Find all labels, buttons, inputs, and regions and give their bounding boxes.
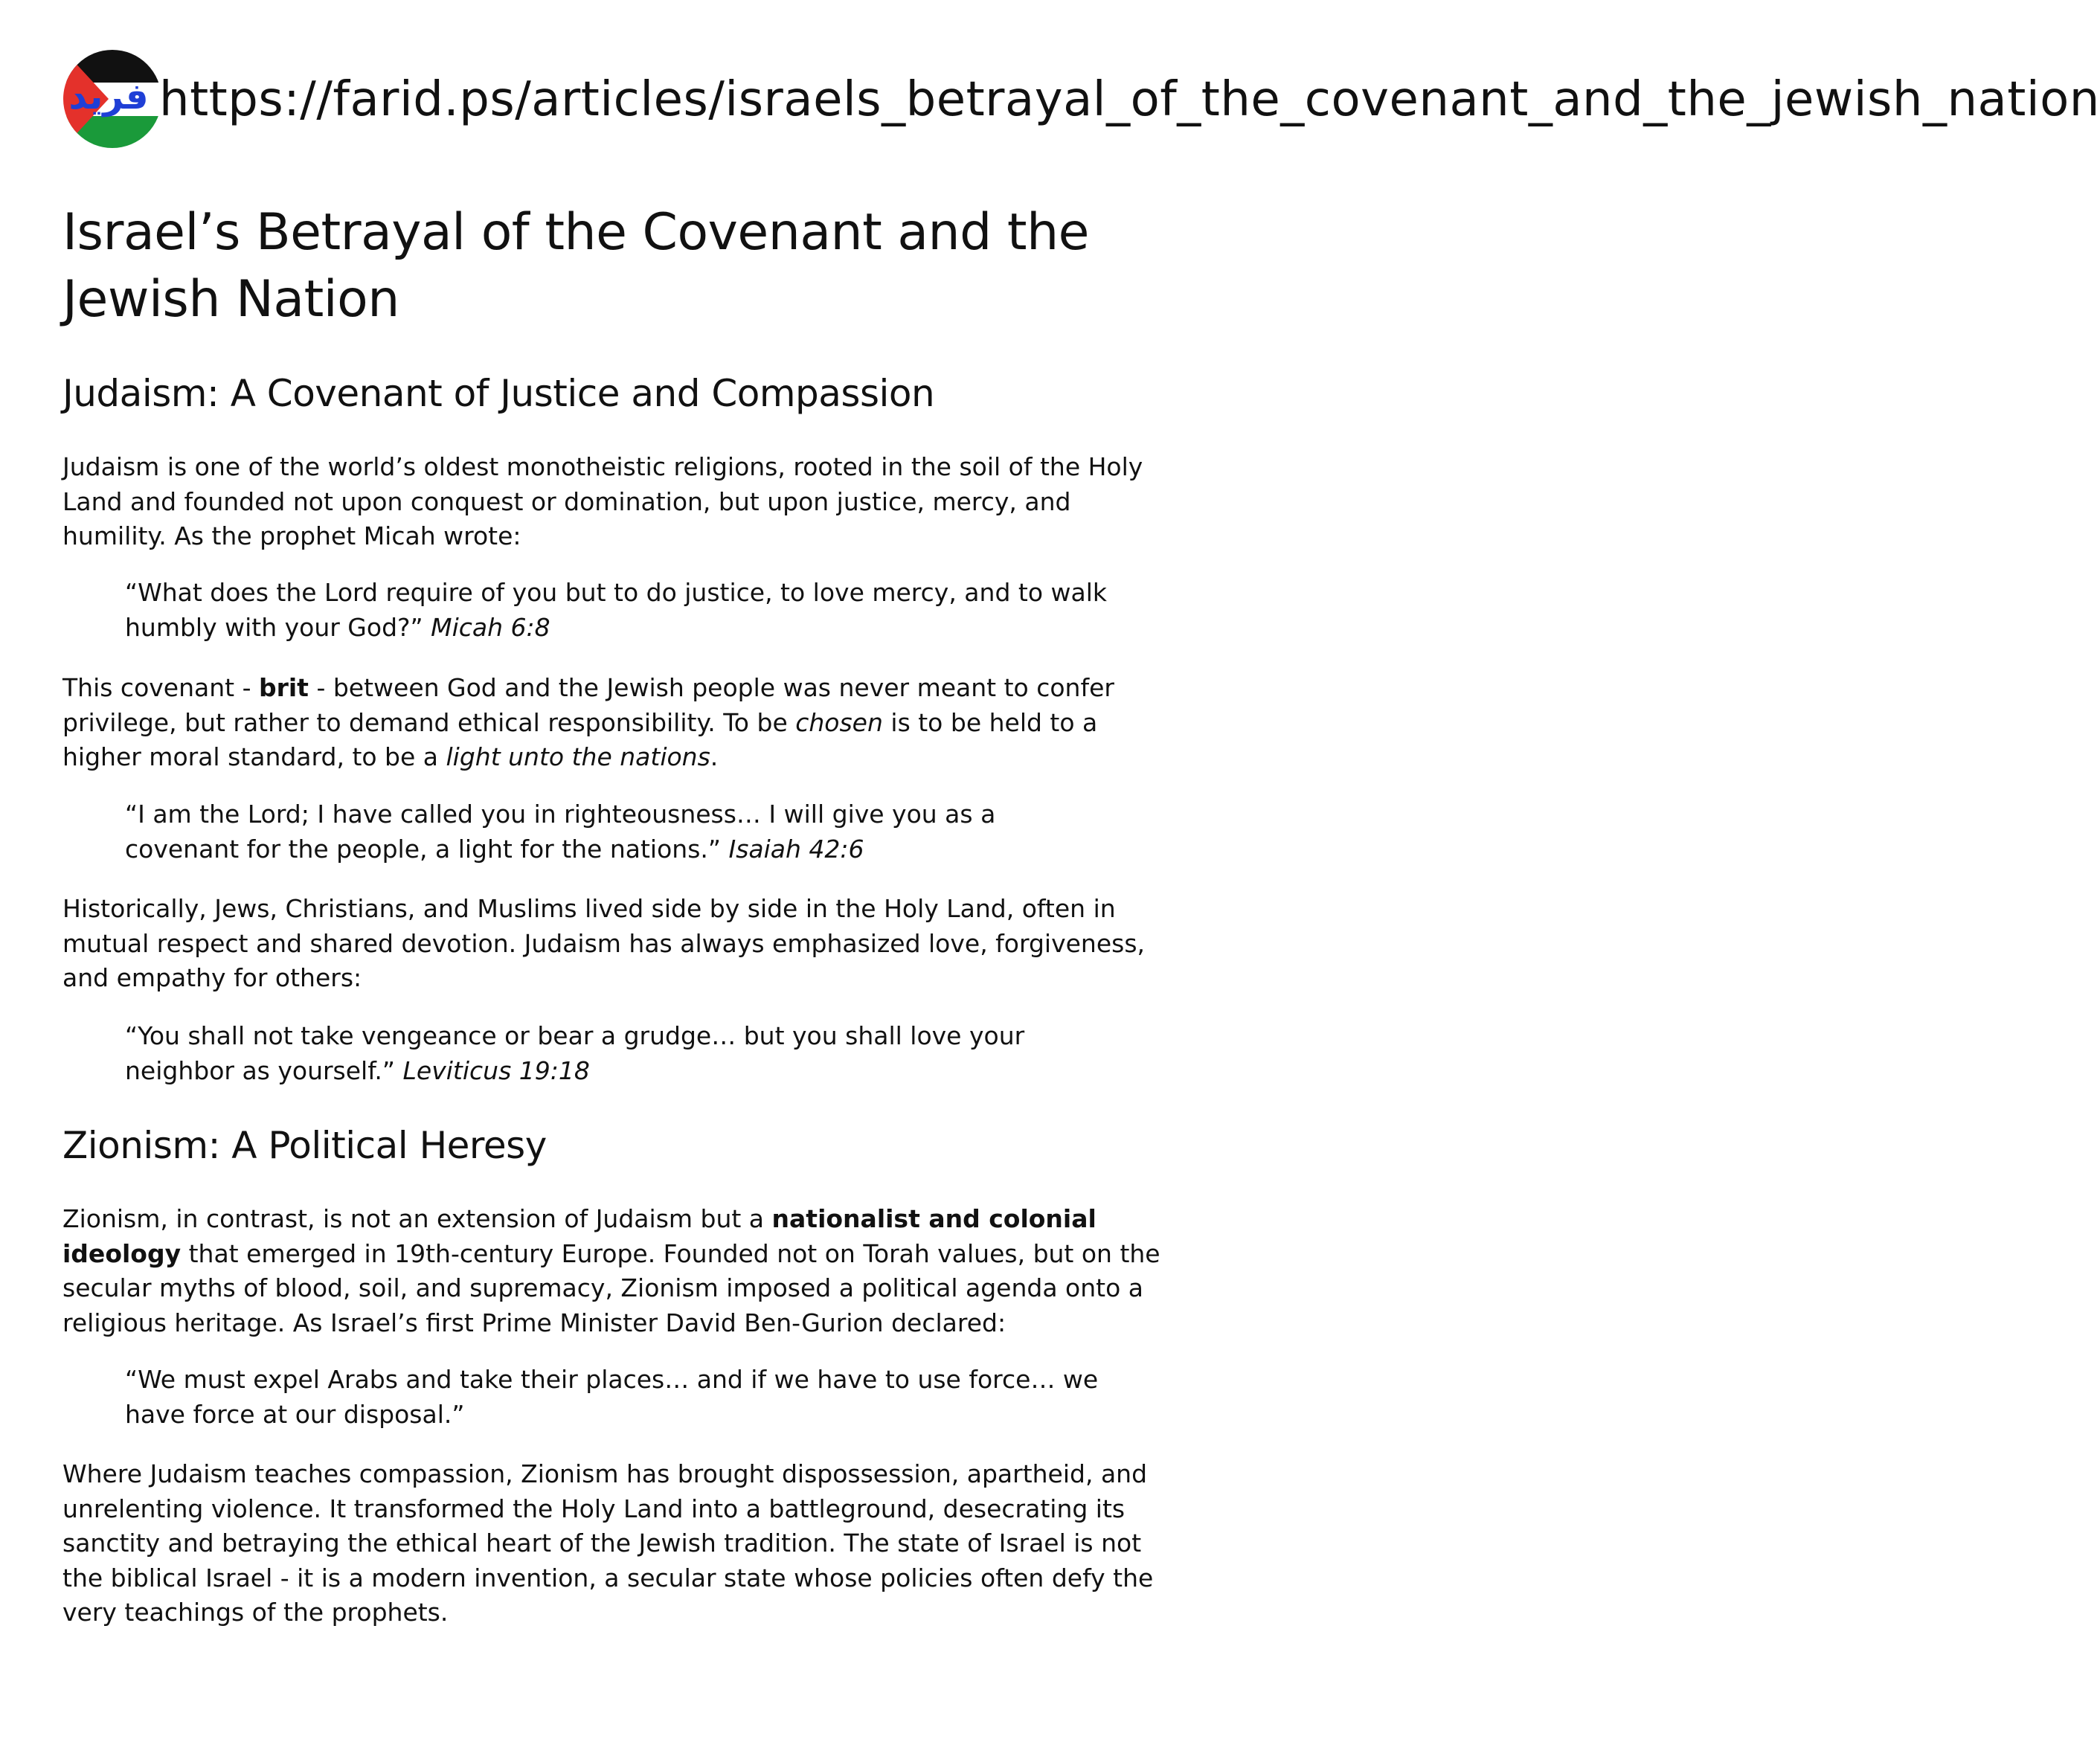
text-span: - between God and the Jewish people was never meant to confer privilege, but rather to demand ethical responsibility. To be xyxy=(62,673,1114,737)
blockquote xyxy=(125,1019,1107,1088)
paragraph: Judaism is one of the world’s oldest monotheistic religions, rooted in the soil of the Holy Land and founded not upon conquest or domination, but upon justice, mercy, and humility. As the prophet Micah wrote: xyxy=(62,452,1143,550)
quote-citation: Isaiah 42:6 xyxy=(728,834,864,864)
term-nationalist-colonial: nationalist and colonial ideology xyxy=(62,1204,1096,1268)
logo-text: فريد xyxy=(68,76,149,118)
term-chosen: chosen xyxy=(795,707,883,737)
section-heading-judaism: Judaism: A Covenant of Justice and Compassion xyxy=(62,372,935,415)
page-url[interactable]: https://farid.ps/articles/israels_betrayal_of_the_covenant_and_the_jewish_nation xyxy=(159,72,2100,127)
blockquote xyxy=(125,797,1107,867)
term-brit: brit xyxy=(258,673,309,702)
article-title: Israel’s Betrayal of the Covenant and the Jewish Nation xyxy=(62,203,1090,329)
text-span: . xyxy=(710,742,719,771)
text-span: This covenant - xyxy=(62,673,259,702)
blockquote: “We must expel Arabs and take their places… and if we have to use force… we have force at our disposal.” xyxy=(125,1365,1099,1429)
quote-citation: Leviticus 19:18 xyxy=(402,1055,590,1085)
quote-text: “What does the Lord require of you but to do justice, to love mercy, and to walk humbly with your God?” xyxy=(125,578,1107,642)
page-header xyxy=(62,49,2100,150)
blockquote xyxy=(125,576,1107,645)
quote-text: “You shall not take vengeance or bear a grudge… but you shall love your neighbor as yourself.” xyxy=(125,1021,1025,1085)
text-span: is to be held to a higher moral standard, to be a xyxy=(62,707,1098,771)
section-heading-zionism: Zionism: A Political Heresy xyxy=(62,1124,547,1167)
term-light-unto-nations: light unto the nations xyxy=(446,742,710,771)
text-span: that emerged in 19th-century Europe. Founded not on Torah values, but on the secular myths of blood, soil, and supremacy, Zionism imposed a political agenda onto a religious heritage. As Israel’s first Prime Minister David Ben-Gurion declared: xyxy=(62,1238,1160,1337)
quote-citation: Micah 6:8 xyxy=(431,612,550,642)
paragraph xyxy=(62,1202,1178,1340)
text-span: Zionism, in contrast, is not an extension of Judaism but a xyxy=(62,1204,772,1233)
quote-text: “I am the Lord; I have called you in righteousness… I will give you as a covenant for the people, a light for the nations.” xyxy=(125,800,996,864)
paragraph xyxy=(62,671,1178,775)
paragraph: Historically, Jews, Christians, and Muslims lived side by side in the Holy Land, often in mutual respect and shared devotion. Judaism has always emphasized love, forgiveness, and empathy for others: xyxy=(62,894,1146,992)
site-logo[interactable] xyxy=(62,49,162,149)
paragraph: Where Judaism teaches compassion, Zionism has brought dispossession, apartheid, and unrelenting violence. It transformed the Holy Land into a battleground, desecrating its sanctity and betraying the ethical heart of the Jewish tradition. The state of Israel is not the biblical Israel - it is a modern invention, a secular state whose policies often defy the very teachings of the prophets. xyxy=(62,1459,1154,1627)
